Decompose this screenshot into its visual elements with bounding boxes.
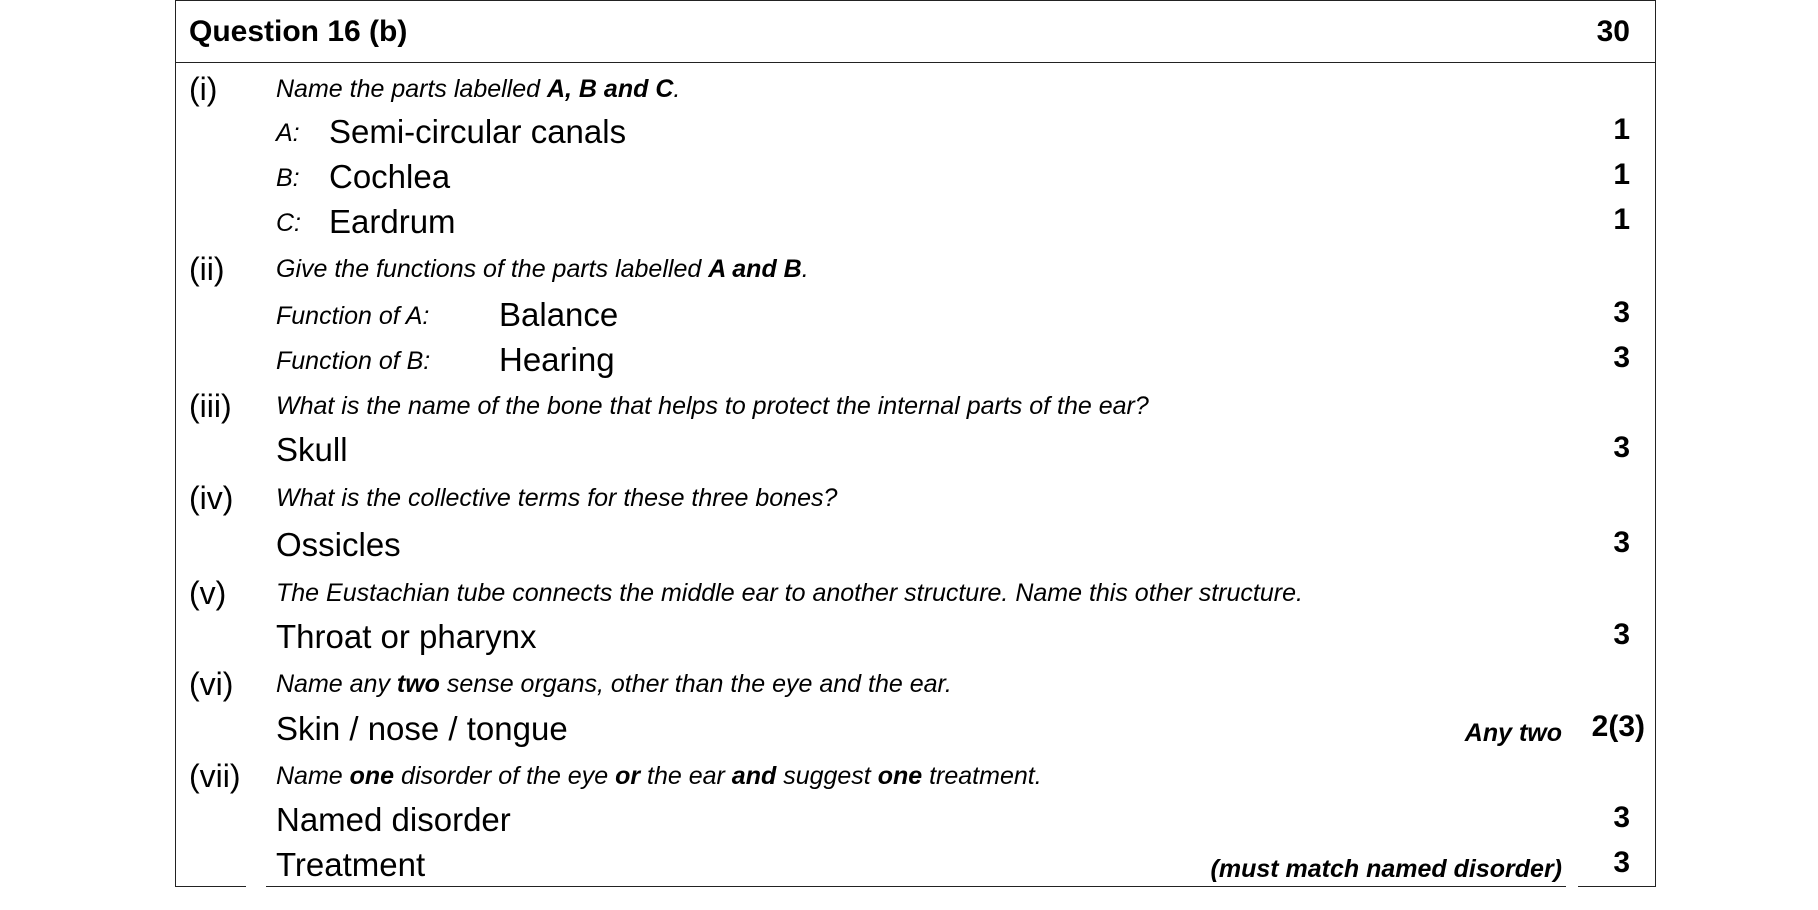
answer-mark: 3 <box>1613 618 1630 651</box>
item-number: (iii) <box>189 388 232 424</box>
answer-note: Any two <box>1464 719 1562 747</box>
answer-text: Named disorder <box>276 801 511 838</box>
answer-text: Treatment <box>276 846 426 883</box>
item-number: (ii) <box>189 251 225 287</box>
answer-mark: 3 <box>1613 526 1630 559</box>
answer-label: Function of B: <box>276 347 431 375</box>
question-text: Name the parts labelled A, B and C. <box>276 75 681 103</box>
question-text: What is the name of the bone that helps to protect the internal parts of the ear? <box>276 392 1149 420</box>
answer-text: Cochlea <box>329 158 451 195</box>
answer-text: Skin / nose / tongue <box>276 710 568 747</box>
question-text: The Eustachian tube connects the middle ear to another structure. Name this other structure. <box>276 579 1303 607</box>
answer-text: Skull <box>276 431 348 468</box>
item-number: (vi) <box>189 666 234 702</box>
question-header <box>176 1 1655 63</box>
question-text: Give the functions of the parts labelled A and B. <box>276 255 809 283</box>
question-text: Name one disorder of the eye or the ear and suggest one treatment. <box>276 762 1042 790</box>
answer-mark: 3 <box>1613 431 1630 464</box>
item-number: (i) <box>189 71 218 107</box>
item-number: (v) <box>189 575 227 611</box>
answer-mark: 3 <box>1613 341 1630 374</box>
border-gap <box>1566 886 1578 887</box>
answer-text: Throat or pharynx <box>276 618 537 655</box>
answer-label: C: <box>276 209 301 237</box>
answer-mark: 1 <box>1613 158 1630 191</box>
answer-mark: 1 <box>1613 113 1630 146</box>
answer-note: (must match named disorder) <box>1210 855 1562 883</box>
answer-text: Eardrum <box>329 203 456 240</box>
total-marks: 30 <box>1596 15 1630 48</box>
answer-label: B: <box>276 164 300 192</box>
item-number: (iv) <box>189 480 234 516</box>
answer-text: Ossicles <box>276 526 401 563</box>
border-gap <box>246 886 266 887</box>
answer-label: Function of A: <box>276 302 430 330</box>
question-title: Question 16 (b) <box>189 15 408 48</box>
question-text: Name any two sense organs, other than the eye and the ear. <box>276 670 952 698</box>
answer-mark: 2(3) <box>1591 710 1645 743</box>
answer-label: A: <box>276 119 300 147</box>
answer-mark: 3 <box>1613 801 1630 834</box>
answer-text: Semi-circular canals <box>329 113 627 150</box>
answer-mark: 1 <box>1613 203 1630 236</box>
answer-mark: 3 <box>1613 846 1630 879</box>
question-text: What is the collective terms for these three bones? <box>276 484 838 512</box>
item-number: (vii) <box>189 758 241 794</box>
marking-scheme-box <box>175 0 1656 887</box>
answer-text: Hearing <box>499 341 615 378</box>
answer-text: Balance <box>499 296 619 333</box>
answer-mark: 3 <box>1613 296 1630 329</box>
